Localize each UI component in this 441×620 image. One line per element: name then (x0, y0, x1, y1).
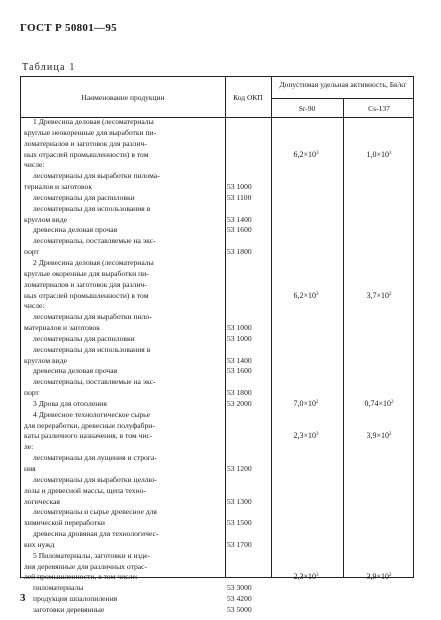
okp-code: 53 5000 (227, 604, 252, 614)
standard-title: ГОСТ Р 50801—95 (20, 22, 117, 34)
table-row (21, 562, 413, 573)
table-row (21, 312, 413, 323)
sr90-value: $2,3\times 10^3$ (293, 572, 319, 582)
table-row (21, 345, 413, 356)
cs137-value: $0,74\times 10^2$ (364, 398, 394, 408)
product-name: лей промышленности, в том числе: (24, 572, 138, 582)
product-name: ких нужд (24, 539, 55, 549)
table-row (21, 182, 413, 193)
okp-code: 53 4200 (227, 594, 252, 604)
product-name: лесоматериалы для использования в (33, 203, 151, 213)
okp-code: 53 1300 (227, 496, 252, 506)
header-activity: Допустимая удельная активность, Бк/кг (279, 80, 407, 89)
sr90-value: $6,2\times 10^3$ (293, 290, 319, 300)
sr90-value: $2,3\times 10^3$ (293, 431, 319, 441)
table-row (21, 160, 413, 171)
product-name: 3 Дрова для отопления (33, 398, 107, 408)
product-name: каты различного назначения, в том чис- (24, 431, 153, 441)
product-name: лозы и древесной массы, щепа техно- (24, 485, 146, 495)
product-name: ломатериалов и заготовок для различ- (24, 279, 147, 289)
product-name: древесина деловая прочая (33, 366, 118, 376)
table-row (21, 377, 413, 388)
table-row (21, 247, 413, 258)
table-row (21, 594, 413, 605)
table-row (21, 117, 413, 128)
product-name: лесоматериалы для выработки пило- (33, 312, 152, 322)
table-row (21, 204, 413, 215)
product-name: лесоматериалы, поставляемые на экс- (33, 377, 156, 387)
table-row (21, 301, 413, 312)
okp-code: 53 1100 (227, 192, 252, 202)
table-row (21, 605, 413, 616)
header-code: Код ОКП (233, 93, 263, 102)
table-row (21, 171, 413, 182)
table-row (21, 139, 413, 150)
product-name: лесоматериалы для выработки пилома- (33, 171, 160, 181)
header-cs137: Cs-137 (368, 104, 390, 113)
product-name: лесоматериалы для распиловки (33, 192, 135, 202)
table-row (21, 150, 413, 161)
product-name: лесоматериалы для распиловки (33, 333, 135, 343)
table-row (21, 356, 413, 367)
product-name: ломатериалов и заготовок для различ- (24, 138, 147, 148)
table-row (21, 128, 413, 139)
okp-code: 53 2000 (227, 398, 252, 408)
product-name: числе: (24, 160, 45, 170)
table-row (21, 486, 413, 497)
cs137-value: $3,9\times 10^2$ (366, 431, 392, 441)
table-row (21, 323, 413, 334)
table-row (21, 572, 413, 583)
table-row (21, 193, 413, 204)
table-row (21, 431, 413, 442)
product-name: 1 Древесина деловая (лесоматериалы (33, 117, 154, 126)
product-name: древесина дровяная для технологичес- (33, 529, 159, 539)
product-name: ле: (24, 442, 34, 452)
table-row (21, 464, 413, 475)
product-name: заготовки деревянные (33, 604, 105, 614)
table-body (21, 117, 413, 616)
table-row (21, 551, 413, 562)
table-caption: Таблица 1 (22, 62, 76, 73)
table-row (21, 269, 413, 280)
product-name: порт (24, 388, 39, 398)
product-name: ных отраслей промышленности) в том (24, 149, 149, 159)
okp-code: 53 1000 (227, 182, 252, 192)
okp-code: 53 1000 (227, 323, 252, 333)
product-name: 5 Пиломатериалы, заготовки и изде- (33, 550, 151, 560)
product-name: круглом виде (24, 214, 67, 224)
okp-code: 53 1400 (227, 214, 252, 224)
product-name: числе: (24, 301, 45, 311)
product-name: лесоматериалы и сырье древесное для (33, 507, 157, 517)
cs137-value: $1,0\times 10^3$ (366, 149, 392, 159)
product-name: лесоматериалы, поставляемые на экс- (33, 236, 156, 246)
page-number: 3 (20, 592, 26, 604)
table-row (21, 225, 413, 236)
product-name: ных отраслей промышленности) в том (24, 290, 149, 300)
product-name: ния (24, 464, 36, 473)
product-name: круглом виде (24, 355, 67, 365)
okp-code: 53 1600 (227, 225, 252, 235)
product-name: круглые окоренные для выработки пи- (24, 268, 149, 278)
table-row (21, 280, 413, 291)
okp-code: 53 1400 (227, 355, 252, 365)
product-name: териалов и заготовок (24, 182, 93, 192)
okp-code: 53 1500 (227, 518, 252, 528)
product-name: материалов и заготовок (24, 323, 100, 333)
sr90-value: $6,2\times 10^3$ (293, 149, 319, 159)
product-name: порт (24, 247, 39, 257)
product-name: лия деревянные для различных отрас- (24, 561, 148, 571)
product-name: продукция шпалопиления (33, 594, 118, 604)
okp-code: 53 1700 (227, 539, 252, 549)
table-row (21, 215, 413, 226)
cs137-value: $3,9\times 10^2$ (366, 572, 392, 582)
table-row (21, 291, 413, 302)
okp-code: 53 1800 (227, 388, 252, 398)
table-row (21, 388, 413, 399)
table-row (21, 507, 413, 518)
table-row (21, 258, 413, 269)
okp-code: 53 1800 (227, 247, 252, 257)
product-name: лесоматериалы для выработки целлю- (33, 474, 157, 484)
product-name: пиломатериалы (33, 583, 84, 593)
activity-table (20, 76, 414, 614)
header-divider (271, 98, 414, 99)
product-name: лесоматериалы для лущения и строга- (33, 453, 157, 463)
cs137-value: $3,7\times 10^2$ (366, 290, 392, 300)
table-row (21, 236, 413, 247)
product-name: 2 Древесина деловая (лесоматериалы (33, 257, 154, 267)
table-row (21, 334, 413, 345)
header-product: Наименование продукции (81, 93, 165, 102)
okp-code: 53 1600 (227, 366, 252, 376)
table-row (21, 497, 413, 508)
table-row (21, 529, 413, 540)
product-name: 4 Древесное технологическое сырье (33, 409, 150, 419)
sr90-value: $7,0\times 10^2$ (293, 398, 319, 408)
table-row (21, 540, 413, 551)
product-name: химической переработки (24, 518, 105, 528)
okp-code: 53 1200 (227, 464, 252, 473)
product-name: лесоматериалы для использования в (33, 344, 151, 354)
table-row (21, 475, 413, 486)
table-row (21, 410, 413, 421)
table-row (21, 453, 413, 464)
header-sr90: Sr-90 (298, 104, 316, 113)
okp-code: 53 3000 (227, 583, 252, 593)
table-row (21, 583, 413, 594)
table-row (21, 366, 413, 377)
table-row (21, 399, 413, 410)
okp-code: 53 1000 (227, 333, 252, 343)
table-row (21, 421, 413, 432)
product-name: древесина деловая прочая (33, 225, 118, 235)
product-name: круглые неокоренные для выработки пи- (24, 127, 157, 137)
table-row (21, 518, 413, 529)
product-name: для переработки, древесные полуфабри- (24, 420, 155, 430)
product-name: логическая (24, 496, 60, 506)
table-row (21, 442, 413, 453)
